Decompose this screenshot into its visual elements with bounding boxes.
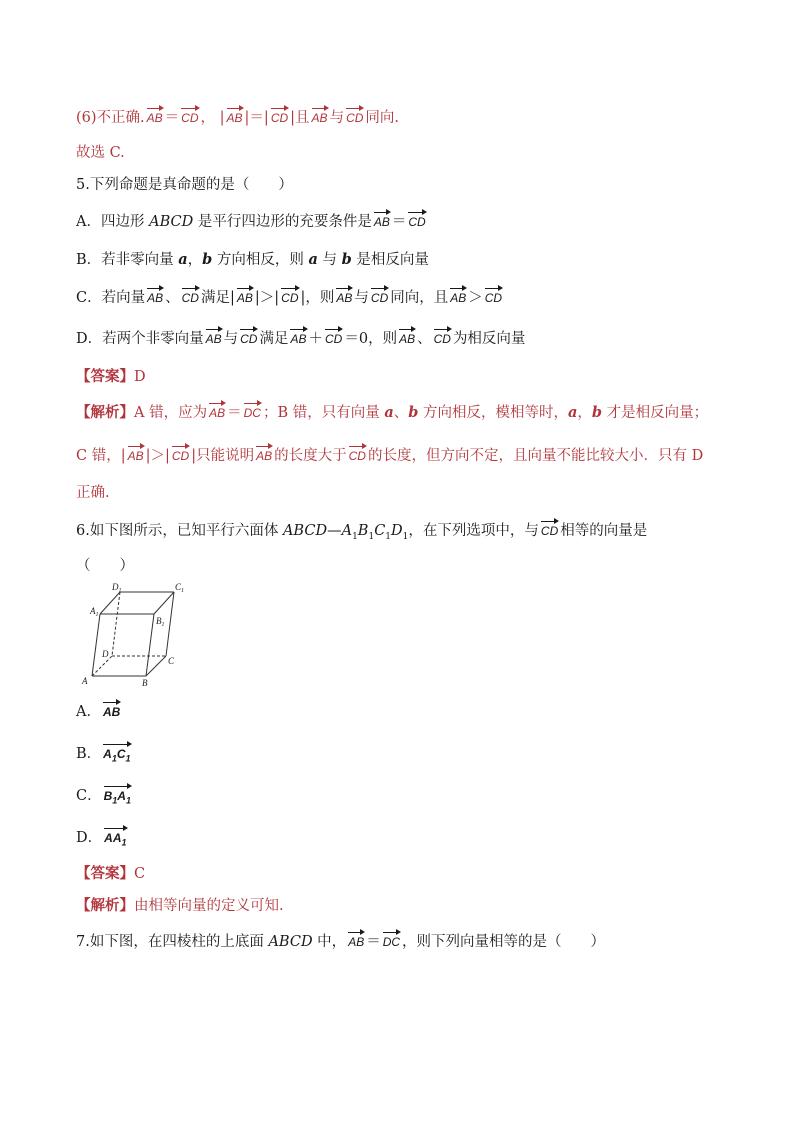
vector-ab: AB	[236, 291, 254, 305]
label-c: C	[168, 656, 175, 666]
label-a1: $A_1$	[90, 606, 99, 618]
q5-explanation-line-3: 正确.	[76, 485, 110, 501]
text: ，则下列向量相等的是（ ）	[402, 934, 606, 950]
q5-option-b	[76, 250, 734, 270]
text: 满足	[259, 331, 289, 347]
q6-option-b	[76, 744, 734, 765]
text: a	[308, 251, 318, 268]
text: 1	[352, 531, 358, 542]
text: 才是相反向量；	[602, 405, 709, 421]
text: |只能说明	[191, 448, 255, 464]
text: 6.如下图所示，已知平行六面体	[76, 523, 283, 539]
text: 相等的向量是	[560, 523, 648, 539]
text: 同向.	[365, 110, 400, 126]
text: 方向相反，则	[212, 252, 309, 268]
text: ，	[187, 252, 203, 268]
text: |＞|	[254, 290, 280, 306]
text: ，在下列选项中，与	[408, 523, 539, 539]
question-5-stem: 5.下列命题是真命题的是（ ）	[76, 177, 293, 193]
answer-value: C	[134, 866, 146, 882]
text: C．若向量	[76, 290, 146, 306]
text: |，则	[300, 290, 335, 306]
text: a	[567, 404, 578, 421]
vector-cd: CD	[540, 524, 559, 538]
text: A 错，应为	[134, 405, 208, 421]
text: 与	[317, 252, 342, 268]
text: 7.如下图，在四棱柱的上底面	[76, 934, 269, 950]
text: ＝	[164, 110, 180, 126]
text: ，	[577, 405, 592, 421]
text: ＝	[366, 934, 381, 950]
vector-ab: AB	[347, 935, 365, 949]
q6-explanation	[76, 896, 734, 916]
text: ＝0，则	[344, 331, 398, 347]
text: C 错，|	[76, 448, 126, 464]
q6-paren: （ ）	[76, 558, 134, 574]
vector-cd: CD	[407, 215, 426, 229]
q6-option-d	[76, 828, 734, 849]
text: ＝	[249, 110, 264, 126]
vector-dc: DC	[382, 935, 401, 949]
text: A	[341, 523, 353, 539]
text: a	[384, 404, 394, 421]
text: ＋	[308, 331, 323, 347]
vector-cd: CD	[181, 291, 200, 305]
text: 、	[417, 331, 432, 347]
text: B．若非零向量	[76, 252, 179, 268]
vector-cd: CD	[171, 449, 190, 463]
text: ABCD	[282, 523, 328, 539]
text: ＝	[391, 214, 407, 230]
text: 、	[393, 405, 409, 421]
text: A．	[76, 704, 101, 720]
label-b: B	[142, 678, 148, 688]
text: 与	[223, 331, 239, 347]
label-d: D	[102, 649, 109, 659]
parallelepiped-figure	[76, 580, 186, 690]
conclusion: 故选 C.	[76, 145, 125, 161]
text: 的长度，但方向不定，且向量不能比较大小．只有 D	[367, 448, 704, 464]
answer-label: 【答案】	[76, 368, 134, 385]
q5-answer	[76, 367, 734, 387]
text: D．若两个非零向量	[76, 331, 204, 347]
label-b1: $B_1$	[156, 616, 165, 628]
vector-aa1: $AA_1$	[103, 831, 127, 849]
text: 是相反向量	[351, 252, 429, 268]
q6-answer	[76, 864, 734, 884]
vector-ab: AB	[146, 111, 164, 125]
q6-option-a	[76, 702, 734, 722]
vector-cd: CD	[239, 332, 258, 346]
text: B	[357, 523, 369, 539]
vector-cd: CD	[348, 449, 367, 463]
vector-ab: AB	[102, 705, 121, 719]
explanation-label: 【解析】	[76, 404, 134, 421]
vector-ab: AB	[146, 291, 164, 305]
q6-option-c	[76, 786, 734, 807]
text: D．	[76, 830, 103, 846]
vector-ab: AB	[373, 215, 391, 229]
answer-value: D	[134, 369, 146, 385]
vector-cd: CD	[484, 291, 503, 305]
text: (6)不正确.	[76, 110, 145, 126]
q5-option-a	[76, 212, 734, 232]
label-c1: $C_1$	[175, 582, 185, 594]
text: 1	[402, 531, 409, 542]
text: 同向，且	[390, 290, 449, 306]
vector-ab: AB	[205, 332, 223, 346]
q5-explanation-line-1	[76, 403, 734, 423]
explanation-text: 由相等向量的定义可知.	[134, 898, 284, 914]
text: 满足|	[200, 290, 235, 306]
text: 、	[165, 290, 180, 306]
text: b	[591, 404, 603, 421]
vector-cd: CD	[433, 332, 452, 346]
text: b	[341, 251, 352, 268]
vector-ab: AB	[226, 111, 244, 125]
text: C	[374, 523, 386, 539]
text: b	[202, 251, 213, 268]
vector-cd: CD	[180, 111, 199, 125]
q5-option-c	[76, 288, 734, 308]
text: 中，	[312, 934, 347, 950]
question-6-stem	[76, 521, 734, 547]
label-a: A	[82, 676, 88, 686]
text: 为相反向量	[452, 331, 526, 347]
text: A．四边形	[76, 214, 150, 230]
vector-cd: CD	[324, 332, 343, 346]
vector-a1c1: $A_1C_1$	[102, 747, 131, 765]
solution-item-6: (6)不正确. AB ＝ CD ， | AB |＝| CD |且 AB 与 CD 同向.	[76, 108, 734, 128]
text: ＞	[468, 290, 483, 306]
vector-cd: CD	[270, 111, 289, 125]
text: ＝	[227, 405, 242, 421]
q5-explanation-line-2	[76, 446, 734, 466]
vector-ab: AB	[289, 332, 307, 346]
text: 的长度大于	[274, 448, 347, 464]
text: ABCD	[268, 934, 313, 950]
label-d1: $D_1$	[112, 582, 122, 594]
text: b	[408, 404, 419, 421]
vector-ab: AB	[311, 111, 329, 125]
text: ；B 错，只有向量	[262, 405, 385, 421]
vector-ab: AB	[208, 406, 226, 420]
text: 与	[354, 290, 369, 306]
text: 与	[329, 110, 345, 126]
vector-ab: AB	[255, 449, 273, 463]
vector-ab: AB	[335, 291, 353, 305]
text: 方向相反，模相等时，	[418, 405, 568, 421]
answer-label: 【答案】	[76, 865, 134, 882]
question-7-stem	[76, 932, 734, 952]
text: C．	[76, 788, 102, 804]
vector-cd: CD	[370, 291, 389, 305]
vector-cd: CD	[345, 111, 364, 125]
text: B．	[76, 746, 102, 762]
vector-ab: AB	[398, 332, 416, 346]
text: a	[178, 251, 188, 268]
text: 是平行四边形的充要条件是	[193, 214, 372, 230]
text: ，	[200, 110, 216, 126]
vector-dc: DC	[243, 406, 262, 420]
vector-ab: AB	[449, 291, 467, 305]
text: 且	[295, 110, 310, 126]
text: ABCD	[149, 214, 194, 230]
text: 1	[385, 531, 392, 542]
text: D	[391, 523, 403, 539]
explanation-label: 【解析】	[76, 897, 134, 914]
text: —	[327, 523, 342, 539]
vector-cd: CD	[280, 291, 299, 305]
vector-b1a1: $B_1A_1$	[103, 789, 132, 807]
text: |＞|	[145, 448, 170, 464]
vector-ab: AB	[127, 449, 145, 463]
q5-option-d	[76, 329, 734, 349]
text: 1	[368, 531, 375, 542]
